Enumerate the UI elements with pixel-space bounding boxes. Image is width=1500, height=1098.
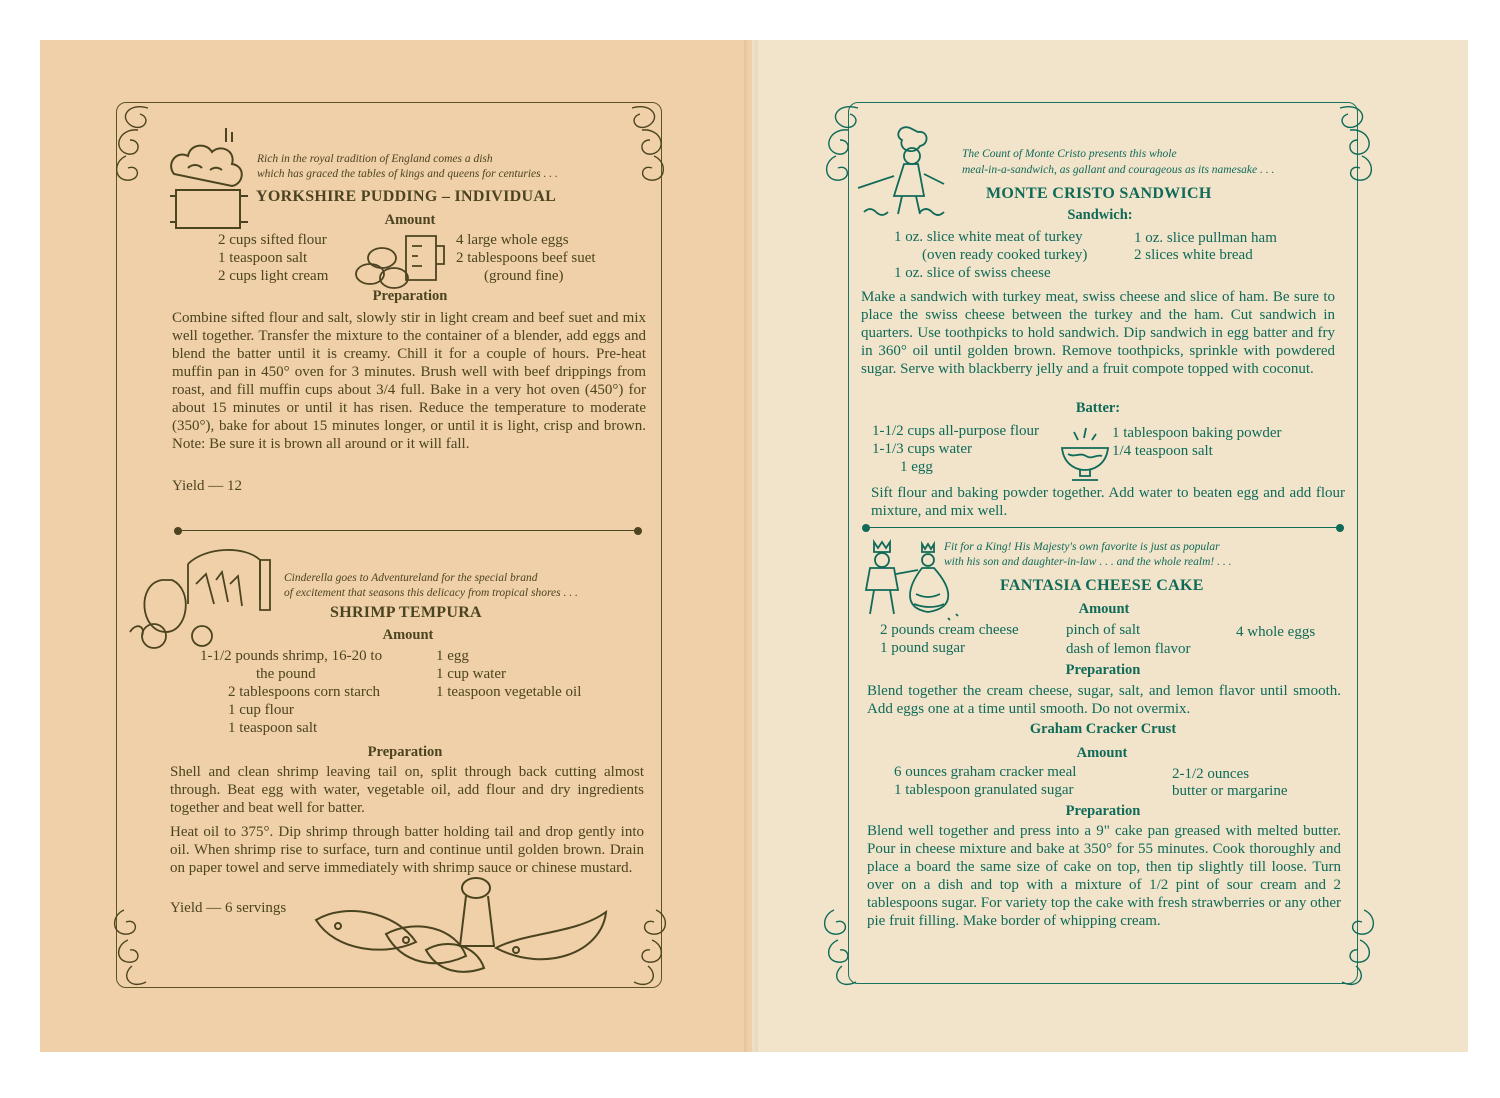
shrimp-ingredient: the pound [256,666,316,682]
swirl-ornament-icon [108,100,168,190]
monte-ingredient: 1 oz. slice of swiss cheese [894,265,1051,281]
batter-instructions: Sift flour and baking powder together. Add water to beaten egg and add flour mixture, and mix well. [871,485,1345,519]
monte-sandwich-label: Sandwich: [1067,207,1133,223]
shrimp-intro-line-1: Cinderella goes to Adventureland for the special brand [284,572,538,584]
crust-title: Graham Cracker Crust [1029,721,1177,737]
shrimp-ingredient: 1 cup water [436,666,506,682]
monte-ingredient: 2 slices white bread [1134,247,1253,263]
monte-title: MONTE CRISTO SANDWICH [986,185,1212,202]
yorkshire-title: YORKSHIRE PUDDING – INDIVIDUAL [256,188,557,205]
book-gutter [744,40,758,1052]
right-section-divider [866,527,1340,528]
cheesecake-title: FANTASIA CHEESE CAKE [1000,577,1204,594]
yorkshire-ingredient: 1 teaspoon salt [218,250,308,266]
yorkshire-ingredient: (ground fine) [484,268,564,284]
monte-ingredient: 1 oz. slice pullman ham [1134,230,1277,246]
shrimp-amount-label: Amount [382,627,434,643]
yorkshire-amount-label: Amount [384,212,436,228]
batter-ingredient: 1-1/2 cups all-purpose flour [872,423,1040,439]
batter-ingredient: 1 tablespoon baking powder [1112,425,1282,441]
swirl-ornament-icon [106,900,166,990]
crust-preparation-label: Preparation [1065,803,1141,819]
shrimp-ingredient: 1 egg [436,648,469,664]
cheesecake-intro-line-1: Fit for a King! His Majesty's own favorite is just as popular [944,541,1220,553]
yorkshire-intro-line-1: Rich in the royal tradition of England comes a dish [257,153,493,165]
cheesecake-ingredient: 4 whole eggs [1236,624,1316,640]
crust-amount-label: Amount [1076,745,1128,761]
monte-batter-label: Batter: [1075,400,1121,416]
yorkshire-instructions: Combine sifted flour and salt, slowly stir in light cream and beef suet and mix well together. Transfer the mixture to the container of a blender, add eggs and blend the batter until it is creamy. Chill it for a couple of hours. Pre-heat muffin pan in 450° oven for 3 minutes. Brush well with beef drippings from roast, and fill muffin cups about 3/4 full. Bake in a very hot oven (450°) for about 15 minutes or until it has risen. Reduce the temperature to moderate (350°), bake for about 15 minutes longer, or until it is light, crisp and brown. Note: Be sure it is brown all around or it will fall. [172,310,646,452]
batter-bowl-icon [1058,426,1112,484]
crust-ingredient: butter or margarine [1172,783,1288,799]
batter-ingredient: 1 egg [900,459,933,475]
crust-instructions: Blend well together and press into a 9" cake pan greased with melted butter. Pour in cheese mixture and bake at 350° for 55 minutes. Cook thoroughly and place a board the same size of cake on top, then tip slightly till loose. Turn over on a dish and top with a mixture of 1/2 pint of sour cream and 2 tablespoons sugar. For variety top the cake with fresh strawberries or any other pie fruit filling. Make border of whipping cream. [867,823,1341,929]
shrimp-ingredient: 1 teaspoon salt [228,720,318,736]
yorkshire-ingredient: 2 cups sifted flour [218,232,327,248]
pudding-pan-icon [166,124,252,236]
yorkshire-preparation-label: Preparation [372,288,448,304]
shrimp-preparation-label: Preparation [367,744,443,760]
shrimp-ingredient: 2 tablespoons corn starch [228,684,381,700]
yorkshire-intro-line-2: which has graced the tables of kings and queens for centuries . . . [257,168,558,180]
cheesecake-ingredient: 1 pound sugar [880,640,965,656]
shrimp-yield: Yield — 6 servings [170,900,287,916]
fried-shrimp-icon [306,872,616,982]
shrimp-instructions-2: Heat oil to 375°. Dip shrimp through batter holding tail and drop gently into oil. When shrimp rise to surface, turn and continue until golden brown. Drain on paper towel and serve immediately with shrimp sauce or chinese mustard. [170,824,644,876]
yorkshire-ingredient: 2 tablespoons beef suet [456,250,596,266]
cheesecake-ingredient: dash of lemon flavor [1066,641,1191,657]
yorkshire-yield: Yield — 12 [172,478,242,494]
crust-ingredient: 1 tablespoon granulated sugar [894,782,1074,798]
crust-ingredient: 6 ounces graham cracker meal [894,764,1077,780]
shrimp-ingredient: 1 cup flour [228,702,294,718]
cheesecake-amount-label: Amount [1078,601,1130,617]
shrimp-ingredient: 1-1/2 pounds shrimp, 16-20 to [200,648,383,664]
batter-ingredient: 1/4 teaspoon salt [1112,443,1213,459]
monte-intro-line-1: The Count of Monte Cristo presents this whole [962,148,1177,160]
swirl-ornament-icon [612,100,672,190]
shrimp-instructions-1: Shell and clean shrimp leaving tail on, split through back cutting almost through. Beat egg with water, vegetable oil, add flour and dry ingredients together and beat well for batter. [170,764,644,816]
cheesecake-instructions: Blend together the cream cheese, sugar, salt, and lemon flavor until smooth. Add eggs one at a time until smooth. Do not overmix. [867,683,1341,717]
swirl-ornament-icon [1320,100,1380,190]
monte-instructions: Make a sandwich with turkey meat, swiss cheese and slice of ham. Be sure to place the swiss cheese between the turkey and the ham. Cut sandwich in quarters. Use toothpicks to hold sandwich. Dip sandwich in egg batter and fry in 360° oil until golden brown. Remove toothpicks, sprinkle with powdered sugar. Serve with blackberry jelly and a fruit compote topped with coconut. [861,289,1335,377]
cheesecake-ingredient: pinch of salt [1066,622,1141,638]
crust-ingredient: 2-1/2 ounces [1172,766,1250,782]
monte-ingredient: 1 oz. slice white meat of turkey [894,229,1083,245]
monte-ingredient: (oven ready cooked turkey) [922,247,1088,263]
cheesecake-preparation-label: Preparation [1065,662,1141,678]
shrimp-ingredient: 1 teaspoon vegetable oil [436,684,582,700]
measuring-cup-eggs-icon [352,230,456,292]
batter-ingredient: 1-1/3 cups water [872,441,972,457]
cheesecake-ingredient: 2 pounds cream cheese [880,622,1019,638]
yorkshire-ingredient: 2 cups light cream [218,268,329,284]
shrimp-intro-line-2: of excitement that seasons this delicacy from tropical shores . . . [284,587,578,599]
monte-intro-line-2: meal-in-a-sandwich, as gallant and courageous as its namesake . . . [962,164,1275,176]
left-section-divider [178,530,638,531]
count-monte-cristo-icon [854,120,958,220]
cheesecake-intro-line-2: with his son and daughter-in-law . . . and the whole realm! . . . [944,556,1232,568]
cinderella-coach-icon [126,540,276,652]
swirl-ornament-icon [614,900,674,990]
yorkshire-ingredient: 4 large whole eggs [456,232,569,248]
shrimp-title: SHRIMP TEMPURA [330,604,482,621]
